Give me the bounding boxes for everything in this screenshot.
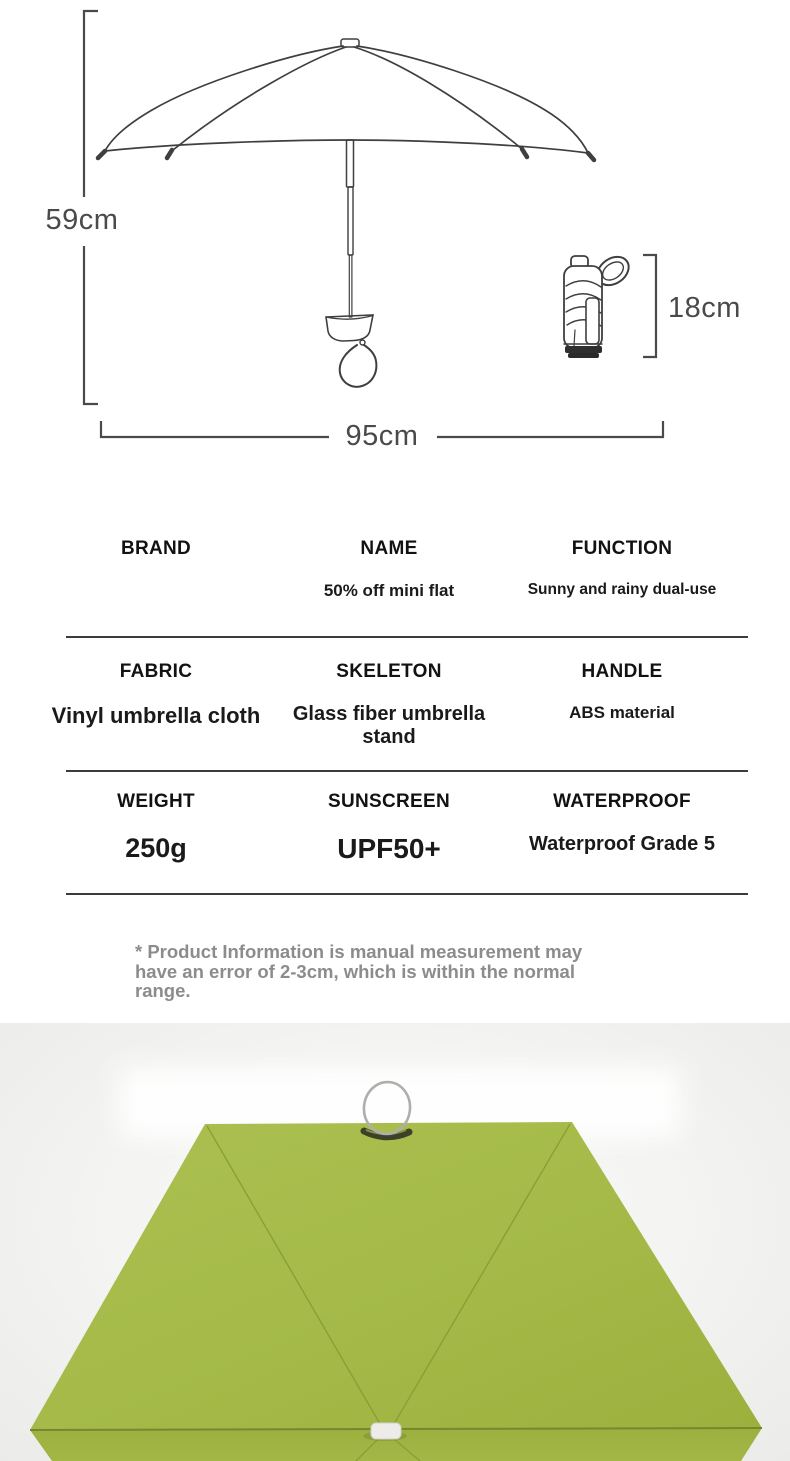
measurement-disclaimer: * Product Information is manual measurement may have an error of 2-3cm, which is within the normal range. — [135, 941, 583, 1001]
product-photo — [0, 1023, 790, 1461]
spec-label: FUNCTION — [571, 538, 673, 559]
umbrella-line-art-icon — [0, 0, 790, 480]
spec-value: Sunny and rainy dual-use — [527, 581, 717, 598]
table-divider — [66, 770, 748, 772]
height-dimension-label: 59cm — [45, 204, 119, 236]
spec-value: Glass fiber umbrella stand — [292, 703, 486, 748]
spec-cell-weight — [38, 791, 274, 865]
diameter-dimension-label: 95cm — [345, 420, 419, 452]
spec-cell-sunscreen — [274, 791, 504, 865]
spec-cell-function — [504, 538, 740, 601]
spec-label: WATERPROOF — [553, 791, 691, 812]
table-divider — [66, 636, 748, 638]
folded-length-dimension-label: 18cm — [668, 292, 741, 324]
spec-cell-handle — [504, 661, 740, 749]
spec-label: SUNSCREEN — [328, 791, 450, 812]
umbrella-dimension-diagram — [0, 0, 790, 480]
spec-cell-waterproof — [504, 791, 740, 865]
table-divider — [66, 893, 748, 895]
spec-cell-skeleton — [274, 661, 504, 749]
spec-cell-fabric — [38, 661, 274, 749]
spec-label: FABRIC — [119, 661, 193, 682]
spec-label: HANDLE — [581, 661, 663, 682]
spec-label: SKELETON — [336, 661, 442, 682]
spec-cell-name — [274, 538, 504, 601]
green-umbrella-photo-art — [0, 1023, 790, 1461]
spec-label: BRAND — [120, 538, 192, 559]
spec-value: Vinyl umbrella cloth — [51, 703, 261, 728]
spec-cell-brand — [38, 538, 274, 601]
umbrella-canopy-top — [30, 1122, 762, 1430]
spec-label: NAME — [360, 538, 418, 559]
spec-value: 50% off mini flat — [323, 581, 455, 600]
open-umbrella-drawing — [98, 39, 594, 387]
spec-value: Waterproof Grade 5 — [529, 833, 715, 855]
spec-value: ABS material — [569, 703, 675, 722]
spec-row-1 — [38, 538, 746, 601]
spec-row-3 — [38, 791, 746, 865]
spec-row-2 — [38, 661, 746, 749]
spec-value: UPF50+ — [337, 833, 441, 864]
spec-label: WEIGHT — [117, 791, 195, 812]
dimension-brackets — [84, 11, 663, 437]
spec-value: 250g — [125, 833, 187, 863]
folded-umbrella-drawing — [564, 251, 634, 358]
umbrella-top-cap — [371, 1423, 401, 1439]
